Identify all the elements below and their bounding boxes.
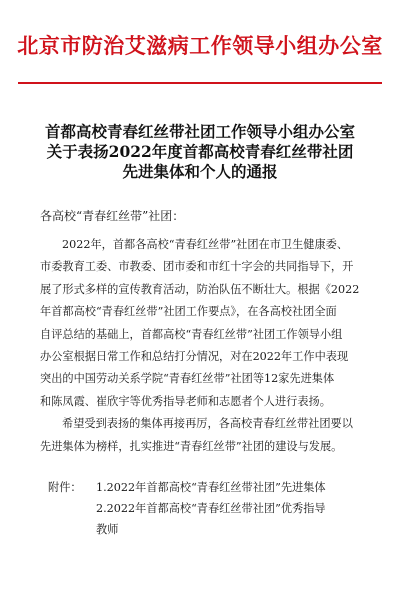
title-line-2: 关于表扬2022年度首都高校青春红丝带社团: [46, 142, 354, 161]
letterhead: 北京市防治艾滋病工作领导小组办公室: [17, 33, 383, 58]
paragraph-2: [40, 413, 370, 458]
attachment-item-2: 2.2022年首都高校“青春红丝带社团”优秀指导: [96, 502, 326, 515]
title-line-3: 先进集体和个人的通报: [122, 162, 278, 181]
paragraph-line: 和陈凤霞、崔欣宇等优秀指导老师和志愿者个人进行表扬。: [40, 394, 331, 408]
attachment-item-1: 1.2022年首都高校“青春红丝带社团”先进集体: [96, 481, 326, 494]
salutation: 各高校“青春红丝带”社团：: [40, 209, 185, 223]
paragraph-line: 自评总结的基础上，首都高校“青春红丝带”社团工作领导小组: [40, 327, 343, 341]
attachments-label: 附件：: [48, 481, 82, 494]
paragraph-line: 2022年，首都各高校“青春红丝带”社团在市卫生健康委、: [62, 238, 349, 251]
letterhead-rule: [18, 82, 382, 84]
attachments: [48, 477, 356, 540]
attachment-item-2-continued: 教师: [96, 523, 119, 536]
body-text: [40, 234, 370, 458]
paragraph-line: 突出的中国劳动关系学院“青春红丝带”社团等12家先进集体: [40, 372, 335, 386]
paragraph-line: 市委教育工委、市教委、团市委和市红十字会的共同指导下，开: [40, 260, 354, 274]
paragraph-1: [40, 234, 370, 413]
paragraph-line: 展了形式多样的宣传教育活动，防治队伍不断壮大。根据《2022: [40, 282, 360, 296]
paragraph-line: 办公室根据日常工作和总结打分情况，对在2022年工作中表现: [40, 350, 349, 364]
paragraph-line: 年首都高校“青春红丝带”社团工作要点》，在各高校社团全面: [40, 305, 337, 319]
paragraph-line: 先进集体为榜样，扎实推进“青春红丝带”社团的建设与发展。: [40, 439, 343, 453]
paragraph-line: 希望受到表扬的集体再接再厉，各高校青春红丝带社团要以: [62, 417, 353, 431]
title-line-1: 首都高校青春红丝带社团工作领导小组办公室: [44, 122, 355, 141]
document-title: [0, 122, 400, 182]
